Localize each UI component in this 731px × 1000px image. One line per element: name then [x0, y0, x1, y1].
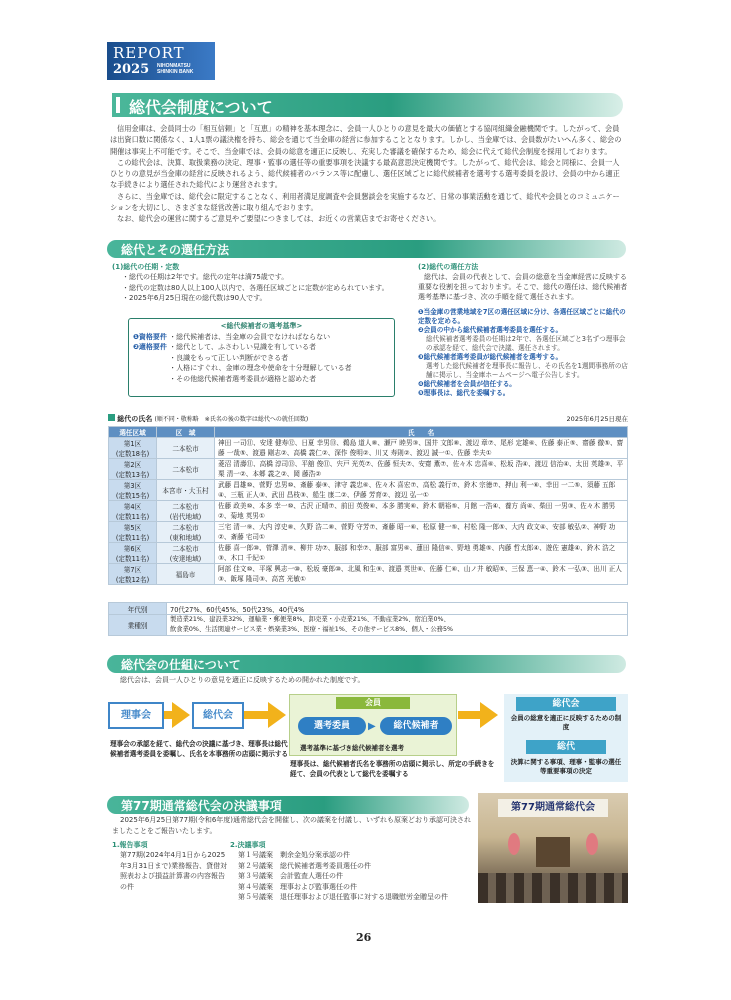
table-row: 第6区 (定数11名) 二本松市 (安達地域) 佐藤 喜一郎⑩、菅澤 清⑨、柳井 功⑦、服部 和幸⑦、服部 富男⑥、蓮田 隆信⑥、野地 勇雄⑤、内藤 哲太郎④、遊佐 憲雄④、鈴木 浩之③、木口 千紀①: [109, 543, 628, 564]
step-5: ❺理事長は、総代を委嘱する。: [418, 389, 510, 397]
resolutions-intro: 2025年6月25日第77期(令和6年度)通常総代会を開催し、次の議案を付議し、いずれも原案どおり承認可決されましたことをご報告いたします。: [112, 816, 471, 835]
table-row: 第2区 (定数13名) 二本松市 菱沼 清壽⑪、高橋 淳司⑬、平舘 俊⑪、宍戸 光英⑦、佐藤 恒夫⑦、安齋 薫⑦、佐々木 忠喜⑥、松坂 浩④、渡辺 信治④、太田 英雄③、平栗 清一②、本郷 義之②、岡 藤浩②: [109, 459, 628, 480]
bank-name-1: NIHONMATSU: [157, 63, 191, 69]
term-block: (1)総代の任期・定数 ・総代の任期は2年です。総代の定年は満75歳です。 ・総代の定数は80人以上100人以内で、各選任区域ごとに定数が定められています。 ・2025年6月25日現在の総代数は90人です。: [112, 263, 389, 302]
arrow-icon: [172, 702, 190, 728]
report-year: 2025: [113, 62, 150, 77]
mechanism-intro: 総代会は、会員一人ひとりの意見を適正に反映するための開かれた制度です。: [120, 676, 365, 684]
list-item: 第１号議案 剰余金処分案承認の件: [238, 851, 350, 859]
section-title-system: 総代会制度について: [107, 93, 623, 117]
list-item: 第３号議案 会計監査人選任の件: [238, 872, 343, 880]
table-row: 第1区 (定数18名) 二本松市 神田 一司⑪、安達 健寿⑫、日夏 幸男⑬、鵜島 道人⑧、瀬戸 睦男③、国井 文郎⑧、渡辺 章⑦、尾形 定雄⑥、佐藤 泰正⑤、齋藤 徹⑤、齋藤 一哉⑤、渡邉 剛志②、高橋 義仁②、深作 俊明②、川又 寿則②、渡辺 誠一①、佐藤 幸夫①: [109, 438, 628, 459]
report-items: 1.報告事項 第77期(2024年4月1日から2025年3月31日まで)業務報告、貸借対照表および損益計算書の内容報告の件: [112, 841, 228, 891]
criteria-note: 選考基準に基づき総代候補者を選考: [300, 744, 404, 752]
square-icon: [108, 414, 115, 421]
section-title-mechanism: 総代会の仕組について: [107, 655, 626, 673]
intro-text: 信用金庫は、会員同士の「相互信頼」と「互恵」の精神を基本理念に、会員一人ひとりの意見を最大の価値とする協同組織金融機関です。したがって、会員は出資口数に関係なく、1人1票の議決権を持ち、総会を通じて当金庫の経営に参加することとなります。しかし、当金庫では、会員数がたいへん多く、総会の開催は事実上不可能です。そこで、当金庫では、会員の総意を適正に反映し、充実した審議を確保するため、総会に代えて総代会制度を採用しております。 この総代会は、決算、取扱業務の決定、理事・監事の選任等の重要事項を決議する最高意思決定機関です。したがって、総代会は、総会と同様に、会員一人ひとりの意見が当金庫の経営に反映されるよう、総代候補者のバランス等に配慮し、選任区域ごとに総代候補者を選考する選考委員を設け、会員の中から適正な手続きにより選任された総代により運営されます。 さらに、当金庫では、総代会に限定することなく、利用者満足度調査や会員懇談会を実施するなど、日常の事業活動を通じて、総代や会員とのコミュニケーションを大切にし、さまざまな経営改善に取り組んでおります。 なお、総代会の運営に関するご意見やご要望につきましては、お近くの営業店までお寄せください。: [110, 124, 622, 224]
step-4: ❹総代候補者を会員が信任する。: [418, 380, 516, 388]
result-bottom: 決算に関する事項、理事・監事の選任等重要事項の決定: [510, 758, 622, 775]
report-badge: [107, 42, 215, 80]
criteria-box: <総代候補者の選考基準> ❶資格要件 ・総代候補者は、当金庫の会員でなければならない ❷適格要件 ・総代として、ふさわしい見識を有している者 ・良識をもって正しい判断ができる者 ・人格にすぐれ、金庫の理念や使命を十分理解している者 ・その他総代候補者選考委員が適格と認めた者: [128, 318, 395, 397]
report-label: REPORT: [113, 44, 185, 62]
member-area: [289, 694, 457, 756]
section-title-selection: 総代とその選任方法: [107, 240, 626, 258]
step-1: ❶当金庫の営業地域を7区の選任区域に分け、各選任区域ごとに総代の定数を定める。: [418, 308, 626, 325]
committee-pill: 選考委員: [298, 717, 366, 735]
table-row: 第5区 (定数11名) 二本松市 (東和地域) 三宅 清一⑨、大内 淳史⑧、久野 浩二⑧、菅野 守芳⑦、斎藤 昭一⑥、松原 健一⑤、村松 隆一郎⑤、大内 政文④、安部 敏弘②、神野 功②、斎藤 宅司①: [109, 522, 628, 543]
audience: [478, 873, 628, 903]
resolution-items: 2.決議事項 第１号議案 剰余金処分案承認の件 第２号議案 総代候補者選考委員選任の件 第３号議案 会計監査人選任の件 第４号議案 理事および監事選任の件 第５号議案 退任理事および退任監事に対する退職慰労金贈呈の件: [230, 840, 478, 903]
candidate-pill: 総代候補者: [380, 717, 452, 735]
stats-table: 年代別 70代27%、60代45%、50代23%、40代4% 業種別 製造業21%、建設業32%、運輸業・郵便業8%、卸売業・小売業21%、不動産業2%、宿泊業0%、 飲食業0%、生活関連サービス業・娯楽業3%、医療・福祉1%、その他サービス8%、個人・公務5%: [108, 602, 628, 636]
list-item: 第２号議案 総代候補者選考委員選任の件: [238, 861, 371, 870]
table-row: 第4区 (定数11名) 二本松市 (岩代地域) 佐藤 政美⑩、本多 幸一⑩、古沢 正晴⑦、前田 英俊⑥、本多 勝実⑥、鈴木 朝裕⑤、月館 一浩④、養方 尚④、柴田 一男③、佐々木 勝男②、菊地 英男①: [109, 501, 628, 522]
step-2: ❷会員の中から総代候補者選考委員を選任する。: [418, 326, 563, 334]
bank-name-2: SHINKIN BANK: [157, 69, 194, 75]
section-title-resolutions: 第77期通常総代会の決議事項: [107, 796, 469, 814]
table-row: 第7区 (定数12名) 福島市 阿部 佳文⑩、平塚 興志一⑩、松坂 豪郎⑩、北風 和生⑨、渡邉 英世⑥、佐藤 仁⑥、山ノ井 敏昭⑤、三保 恵一④、鈴木 一弘③、出川 正人③、飯塚 隆司③、高宮 光敏①: [109, 564, 628, 585]
left-caption: 理事会の承認を経て、総代会の決議に基づき、理事長は総代候補者選考委員を委嘱し、氏名を本事務所の店頭に掲示する: [110, 740, 289, 758]
arrow-right-icon: ▶: [368, 721, 376, 732]
list-item: 第４号議案 理事および監事選任の件: [238, 882, 357, 891]
page-number: 26: [356, 931, 372, 944]
list-item: 第５号議案 退任理事および退任監事に対する退職慰労金贈呈の件: [238, 893, 448, 901]
member-label: 会員: [336, 697, 410, 709]
arrow-icon: [480, 702, 498, 728]
result-area: [504, 694, 628, 782]
step-3: ❸総代候補者選考委員が総代候補者を選考する。: [418, 353, 563, 361]
roster-header: 総代の氏名 (順不同・敬称略 ※氏名の後の数字は総代への就任回数) 2025年6月25日現在: [108, 414, 628, 424]
sodaikai-box: 総代会: [192, 702, 244, 729]
flowers: [508, 833, 520, 855]
flowers: [586, 833, 598, 855]
photo-banner: 第77期通常総代会: [498, 799, 608, 817]
mid-caption: 理事長は、総代候補者氏名を事務所の店頭に掲示し、所定の手続きを経て、会員の代表として総代を委嘱する: [290, 760, 495, 778]
selection-method: (2)総代の選任方法 総代は、会員の代表として、会員の総意を当金庫経営に反映する重要な役割を担っております。そこで、総代の選任は、総代候補者選考基準に基づき、次の手順を経て選任されます。 ❶当金庫の営業地域を7区の選任区域に分け、各選任区域ごとに総代の定数を定める。 ❷会員の中から総代候補者選考委員を選任する。 総代候補者選考委員の任期は2年で、各選任区域ごと3名ずつ理事会の承認を経て、総代会で決議、選任されます。 ❸総代候補者選考委員が総代候補者を選考する。 選考した総代候補者を理事長に報告し、その氏名を1週間事務所の店舗に掲示し、当金庫ホームページへ電子公告します。 ❹総代候補者を会員が信任する。 ❺理事長は、総代を委嘱する。: [418, 263, 629, 397]
board-box: 理事会: [108, 702, 164, 729]
result-sodaikai: 総代会: [516, 697, 616, 711]
roster-table: 選任区域 区 域 氏 名 第1区 (定数18名) 二本松市 神田 一司⑪、安達 健寿⑫、日夏 幸男⑬、鵜島 道人⑧、瀬戸 睦男③、国井 文郎⑧、渡辺 章⑦、尾形 定雄⑥、佐藤 泰正⑤、齋藤 徹⑤、齋藤 一哉⑤、渡邉 剛志②、高橋 義仁②、深作 俊明②、川又 寿則②、渡辺 誠一①、佐藤 幸夫① 第2区 (定数13名) 二本松市 菱沼 清壽⑪、高橋 淳司⑬、平舘 俊⑪、宍戸 光英⑦、佐藤 恒夫⑦、安齋 薫⑦、佐々木 忠喜⑥、松坂 浩④、渡辺 信治④、太田 英雄③、平栗 清一②、本郷 義之②、岡 藤浩② 第3区 (定数15名) 本宮市・大玉村 武藤 昌雄⑩、菅野 忠男⑩、斎藤 泰⑨、津守 義忠⑥、佐々木 喜宏⑦、高松 義行⑦、鈴木 宗徳⑦、押山 利一⑥、幸田 一二⑤、須藤 五郎④、三瓶 正人③、武田 昌枝③、船生 康二②、伊藤 芳育②、渡辺 弘一① 第4区 (定数11名) 二本松市 (岩代地域) 佐藤 政美⑩、本多 幸一⑩、古沢 正晴⑦、前田 英俊⑥、本多 勝実⑥、鈴木 朝裕⑤、月館 一浩④、養方 尚④、柴田 一男③、佐々木 勝男②、菊地 英男① 第5区 (定数11名) 二本松市 (東和地域) 三宅 清一⑨、大内 淳史⑧、久野 浩二⑧、菅野 守芳⑦、斎藤 昭一⑥、松原 健一⑤、村松 隆一郎⑤、大内 政文④、安部 敏弘②、神野 功②、斎藤 宅司① 第6区 (定数11名) 二本松市 (安達地域) 佐藤 喜一郎⑩、菅澤 清⑨、柳井 功⑦、服部 和幸⑦、服部 富男⑥、蓮田 隆信⑥、野地 勇雄⑤、内藤 哲太郎④、遊佐 憲雄④、鈴木 浩之③、木口 千紀① 第7区 (定数12名) 福島市 阿部 佳文⑩、平塚 興志一⑩、松坂 豪郎⑩、北風 和生⑨、渡邉 英世⑥、佐藤 仁⑥、山ノ井 敏昭⑤、三保 恵一④、鈴木 一弘③、出川 正人③、飯塚 隆司③、高宮 光敏①: [108, 426, 628, 585]
result-desc: 会員の総意を適正に反映するための制度: [510, 714, 622, 731]
table-row: 第3区 (定数15名) 本宮市・大玉村 武藤 昌雄⑩、菅野 忠男⑩、斎藤 泰⑨、津守 義忠⑥、佐々木 喜宏⑦、高松 義行⑦、鈴木 宗徳⑦、押山 利一⑥、幸田 一二⑤、須藤 五郎④、三瓶 正人③、武田 昌枝③、船生 康二②、伊藤 芳育②、渡辺 弘一①: [109, 480, 628, 501]
meeting-photo: [478, 793, 628, 903]
podium: [536, 837, 570, 867]
result-sodai: 総代: [526, 740, 606, 754]
arrow-icon: [268, 702, 286, 728]
